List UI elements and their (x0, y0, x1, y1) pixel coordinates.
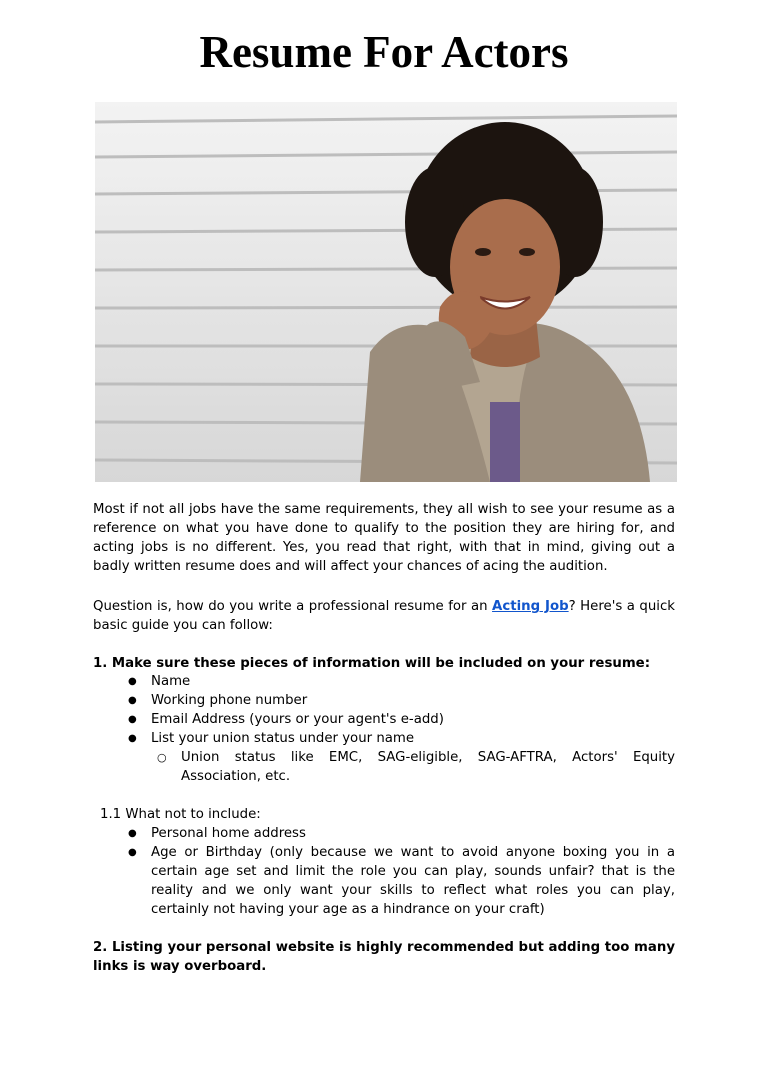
portrait-photo (95, 102, 677, 482)
sub-list-item: ○ Union status like EMC, SAG-eligible, SAG-AFTRA, Actors' Equity Association, etc. (93, 748, 675, 786)
list-item: ● Age or Birthday (only because we want to avoid anyone boxing you in a certain age set and limit the role you can play, sounds unfair? that is the reality and we only want your skills to reflect what roles you can play, certainly not having your age as a hindrance on your craft) (93, 843, 675, 919)
exclude-list (93, 824, 675, 919)
question-text-before: Question is, how do you write a professional resume for an (93, 599, 493, 614)
intro-paragraph (93, 500, 675, 576)
list-item: ● Email Address (yours or your agent's e-add) (93, 710, 675, 729)
section-subheading-1-1: 1.1 What not to include: (100, 807, 261, 822)
acting-job-link[interactable]: Acting Job (492, 599, 569, 614)
list-item: ● List your union status under your name (93, 729, 675, 748)
list-item: ● Personal home address (93, 824, 675, 843)
section-heading-2: 2. Listing your personal website is highly recommended but adding too many links is way overboard. (93, 940, 675, 974)
include-list (93, 672, 675, 786)
list-item: ● Name (93, 672, 675, 691)
question-paragraph (93, 597, 675, 635)
section-heading-1: 1. Make sure these pieces of information will be included on your resume: (93, 656, 651, 671)
list-item: ● Working phone number (93, 691, 675, 710)
question-text-after: ? Here's a quick basic guide you can follow: (93, 599, 676, 633)
intro-text: Most if not all jobs have the same requirements, they all wish to see your resume as a reference on what you have done to qualify to the position they are hiring for, and acting jobs is no different. Yes, you read that right, with that in mind, giving out a badly written resume does and will affect your chances of acing the audition. (93, 502, 675, 574)
page-title: Resume For Actors (199, 27, 569, 77)
